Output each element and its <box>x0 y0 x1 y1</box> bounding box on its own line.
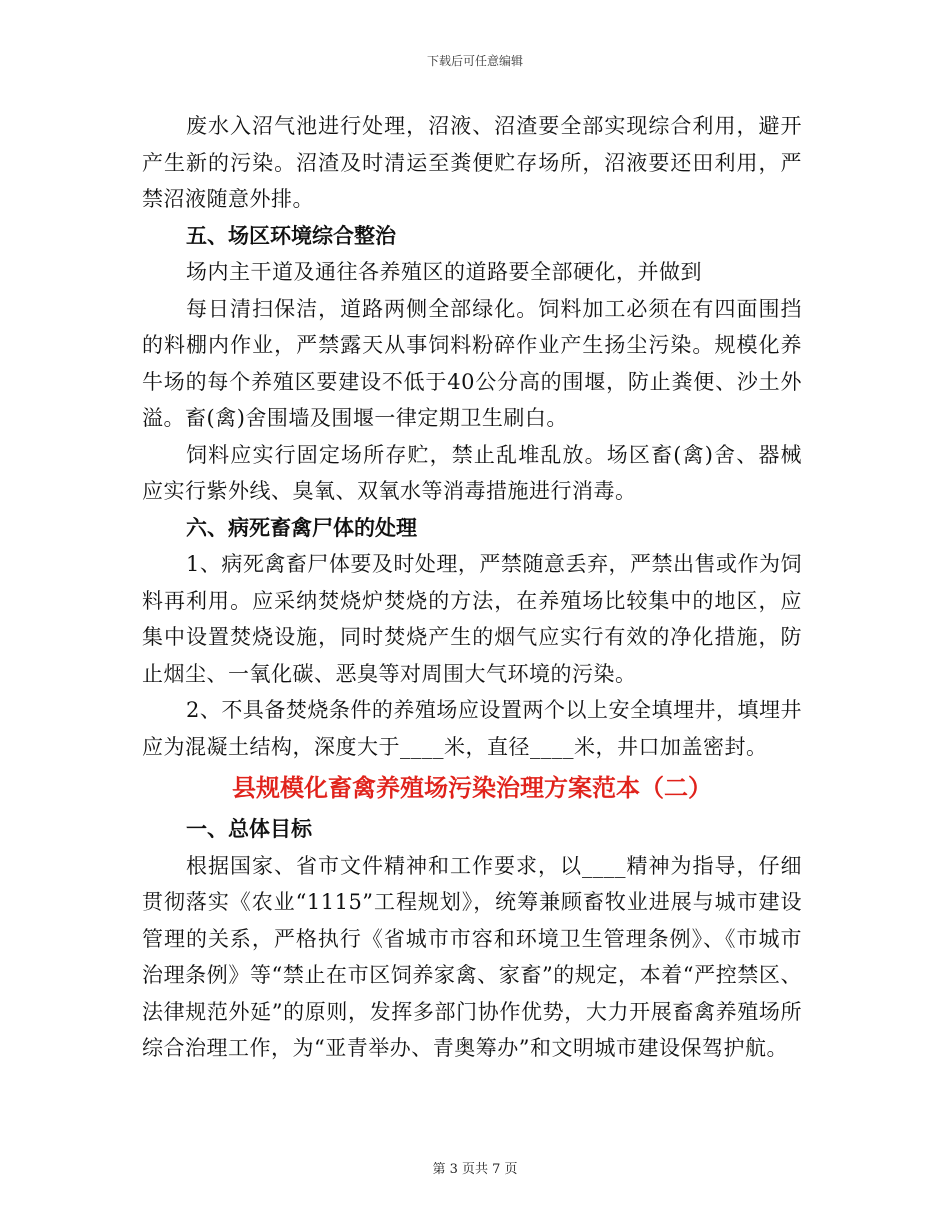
page-header-note: 下载后可任意编辑 <box>426 54 523 68</box>
section-heading-6: 六、病死畜禽尸体的处理 <box>186 515 417 540</box>
document-body <box>142 108 802 1067</box>
document-title-part-2: 县规模化畜禽养殖场污染治理方案范本（二） <box>232 774 712 802</box>
paragraph-carcass-2: 2、不具备焚烧条件的养殖场应设置两个以上安全填埋井，填埋井应为混凝土结构，深度大于____米，直径____米，井口加盖密封。 <box>142 698 802 759</box>
paragraph-overall-goal: 根据国家、省市文件精神和工作要求，以____精神为指导，仔细贯彻落实《农业“1115”工程规划》，统筹兼顾畜牧业进展与城市建设管理的关系，严格执行《省城市市容和环境卫生管理条例》、《市城市治理条例》等“禁止在市区饲养家禽、家畜”的规定，本着“严控禁区、法律规范外延”的原则，发挥多部门协作优势，大力开展畜禽养殖场所综合治理工作，为“亚青举办、青奥筹办”和文明城市建设保驾护航。 <box>142 853 802 1060</box>
section-heading-1: 一、总体目标 <box>186 817 312 841</box>
paragraph-roads: 场内主干道及通往各养殖区的道路要全部硬化，并做到 <box>186 260 702 284</box>
paragraph-carcass-1: 1、病死禽畜尸体要及时处理，严禁随意丢弃，严禁出售或作为饲料再利用。应采纳焚烧炉焚烧的方法，在养殖场比较集中的地区，应集中设置焚烧设施，同时焚烧产生的烟气应实行有效的净化措施，防止烟尘、一氧化碳、恶臭等对周围大气环境的污染。 <box>142 552 802 686</box>
page-number: 第 3 页共 7 页 <box>432 1162 518 1177</box>
paragraph-feed-storage: 饲料应实行固定场所存贮，禁止乱堆乱放。场区畜(禽)舍、器械应实行紫外线、臭氧、双氧水等消毒措施进行消毒。 <box>142 442 802 503</box>
paragraph-wastewater: 废水入沼气池进行处理，沼液、沼渣要全部实现综合利用，避开产生新的污染。沼渣及时清运至粪便贮存场所，沼液要还田利用，严禁沼液随意外排。 <box>142 114 802 211</box>
section-heading-5: 五、场区环境综合整治 <box>186 223 396 248</box>
paragraph-cleaning: 每日清扫保洁，道路两侧全部绿化。饲料加工必须在有四面围挡的料棚内作业，严禁露天从事饲料粉碎作业产生扬尘污染。规模化养牛场的每个养殖区要建设不低于40公分高的围堰，防止粪便、沙土外溢。畜(禽)舍围墙及围堰一律定期卫生刷白。 <box>142 296 802 430</box>
